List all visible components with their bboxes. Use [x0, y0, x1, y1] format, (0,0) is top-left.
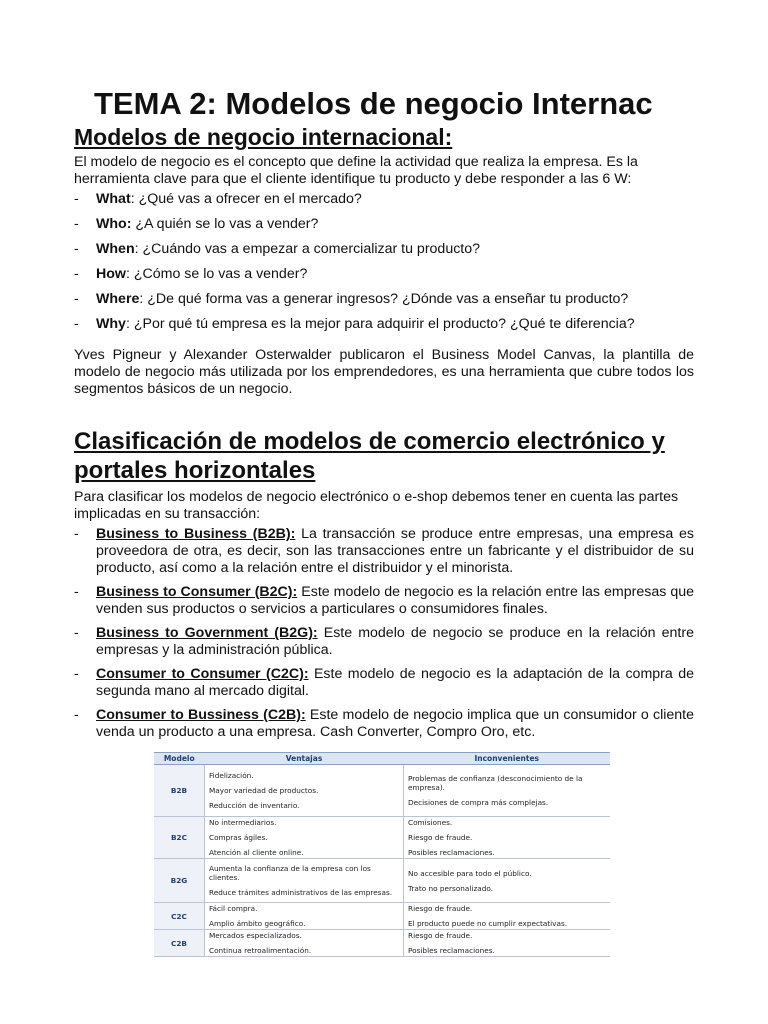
- cell-line: Fácil compra.: [209, 904, 258, 913]
- dash-icon: -: [74, 707, 79, 723]
- dash-icon: -: [74, 191, 79, 207]
- table-header-row: [154, 753, 610, 765]
- list-term: Where: [96, 291, 140, 307]
- section1-intro: El modelo de negocio es el concepto que define la actividad que realiza la empresa. Es la herramienta clave para que el cliente identifique tu producto y debe responder a las 6 W:: [74, 154, 638, 187]
- list-sep: :: [139, 291, 144, 307]
- cell-line: Reduce trámites administrativos de las empresas.: [209, 888, 393, 897]
- table-row: [154, 903, 610, 930]
- cell-line: Amplio ámbito geográfico.: [209, 919, 306, 928]
- list-item: [74, 191, 694, 208]
- list-sep: :: [125, 316, 130, 332]
- list-item: [74, 266, 694, 283]
- cell-line: Comisiones.: [408, 818, 453, 827]
- cell-line: Atención al cliente online.: [209, 848, 304, 857]
- list-term: Business to Business (B2B):: [96, 526, 296, 542]
- list-term: Business to Consumer (B2C):: [96, 584, 298, 600]
- list-term: What: [96, 191, 131, 207]
- list-term: Who:: [96, 216, 132, 232]
- dash-icon: -: [74, 584, 79, 600]
- document-page: [74, 84, 694, 748]
- cell-line: Mayor variedad de productos.: [209, 786, 319, 795]
- table-row: [154, 859, 610, 903]
- cell-line: Continua retroalimentación.: [209, 946, 312, 955]
- ventajas-cell: [205, 903, 404, 930]
- cell-line: Posibles reclamaciones.: [408, 848, 495, 857]
- list-term: Business to Government (B2G):: [96, 625, 318, 641]
- dash-icon: -: [74, 625, 79, 641]
- cell-line: No intermediarios.: [209, 818, 277, 827]
- list-term: Consumer to Bussiness (C2B):: [96, 707, 306, 723]
- list-text: Este modelo de negocio es la adaptación de la compra de segunda mano al mercado digital.: [96, 666, 694, 699]
- list-item: [74, 584, 694, 618]
- cell-line: Reducción de inventario.: [209, 801, 300, 810]
- inconvenientes-cell: [404, 930, 611, 957]
- list-text: Este modelo de negocio se produce en la relación entre empresas y la administración pública.: [96, 625, 694, 658]
- model-cell: B2C: [154, 817, 205, 859]
- list-term: How: [96, 266, 126, 282]
- list-item: [74, 316, 694, 333]
- table-row: [154, 930, 610, 957]
- cell-line: El producto puede no cumplir expectativas.: [408, 919, 568, 928]
- header-ventajas: Ventajas: [205, 753, 404, 765]
- canvas-paragraph: Yves Pigneur y Alexander Osterwalder publicaron el Business Model Canvas, la plantilla de modelo de negocio más utilizada por los emprendedores, es una herramienta que cubre todos los segmentos básicos de un negocio.: [74, 347, 694, 397]
- list-text: ¿Cómo se lo vas a vender?: [129, 266, 308, 282]
- ventajas-cell: [205, 930, 404, 957]
- cell-line: Trato no personalizado.: [408, 883, 494, 893]
- dash-icon: -: [74, 266, 79, 282]
- dash-icon: -: [74, 526, 79, 542]
- dash-icon: -: [74, 241, 79, 257]
- section2-intro: Para clasificar los modelos de negocio electrónico o e-shop debemos tener en cuenta las partes implicadas en su transacción:: [74, 489, 679, 522]
- ecommerce-models-list: [74, 526, 694, 741]
- cell-line: Aumenta la confianza de la empresa con los clientes.: [209, 864, 371, 882]
- list-item: [74, 291, 694, 308]
- list-item: [74, 216, 694, 233]
- dash-icon: -: [74, 666, 79, 682]
- cell-line: Problemas de confianza (desconocimiento de la empresa).: [408, 774, 583, 792]
- list-item: [74, 526, 694, 577]
- cell-line: Decisiones de compra más complejas.: [408, 798, 549, 807]
- inconvenientes-cell: [404, 817, 611, 859]
- inconvenientes-cell: [404, 859, 611, 903]
- list-item: [74, 241, 694, 258]
- six-w-list: [74, 191, 694, 333]
- section-heading-clasificacion: Clasificación de modelos de comercio electrónico y portales horizontales: [74, 428, 665, 484]
- page-title: TEMA 2: Modelos de negocio Internac: [94, 86, 653, 121]
- ventajas-cell: [205, 859, 404, 903]
- list-text: Este modelo de negocio es la relación entre las empresas que venden sus productos o servicios a particulares o consumidores finales.: [96, 584, 695, 617]
- dash-icon: -: [74, 291, 79, 307]
- inconvenientes-cell: [404, 765, 611, 817]
- ventajas-cell: [205, 765, 404, 817]
- model-cell: B2B: [154, 765, 205, 817]
- section-heading-modelos: Modelos de negocio internacional:: [74, 124, 453, 150]
- table-row: [154, 817, 610, 859]
- model-cell: B2G: [154, 859, 205, 903]
- model-cell: C2C: [154, 903, 205, 930]
- list-term: Why: [96, 316, 126, 332]
- table-row: [154, 765, 610, 817]
- header-modelo: Modelo: [154, 753, 205, 765]
- list-text: ¿Por qué tú empresa es la mejor para adquirir el producto? ¿Qué te diferencia?: [129, 316, 635, 332]
- dash-icon: -: [74, 316, 79, 332]
- list-term: Consumer to Consumer (C2C):: [96, 666, 309, 682]
- inconvenientes-cell: [404, 903, 611, 930]
- dash-icon: -: [74, 216, 79, 232]
- cell-line: Fidelización.: [209, 771, 254, 780]
- cell-line: No accesible para todo el público.: [408, 868, 532, 878]
- list-sep: :: [130, 191, 135, 207]
- list-text: ¿De qué forma vas a generar ingresos? ¿Dónde vas a enseñar tu producto?: [143, 291, 629, 307]
- models-comparison-table: [154, 752, 610, 957]
- list-text: La transacción se produce entre empresas, una empresa es proveedora de otra, es decir, son las transacciones entre un fabricante y el distribuidor de su producto, así como a la relación entre el distribuidor y el minorista.: [96, 526, 694, 576]
- list-item: [74, 666, 694, 700]
- cell-line: Posibles reclamaciones.: [408, 946, 495, 955]
- list-item: [74, 625, 694, 659]
- cell-line: Compras ágiles.: [209, 833, 268, 842]
- list-item: [74, 707, 694, 741]
- list-text: Este modelo de negocio implica que un consumidor o cliente venda un producto a una empresa. Cash Converter, Compro Oro, etc.: [96, 707, 695, 740]
- cell-line: Mercados especializados.: [209, 931, 302, 940]
- list-text: ¿Qué vas a ofrecer en el mercado?: [134, 191, 362, 207]
- model-cell: C2B: [154, 930, 205, 957]
- header-inconvenientes: Inconvenientes: [404, 753, 611, 765]
- list-sep: :: [125, 266, 130, 282]
- cell-line: Riesgo de fraude.: [408, 904, 473, 913]
- list-sep: :: [134, 241, 139, 257]
- list-text: ¿A quién se lo vas a vender?: [131, 216, 319, 232]
- list-term: When: [96, 241, 135, 257]
- cell-line: Riesgo de fraude.: [408, 931, 473, 940]
- ventajas-cell: [205, 817, 404, 859]
- list-text: ¿Cuándo vas a empezar a comercializar tu producto?: [138, 241, 481, 257]
- cell-line: Riesgo de fraude.: [408, 833, 473, 842]
